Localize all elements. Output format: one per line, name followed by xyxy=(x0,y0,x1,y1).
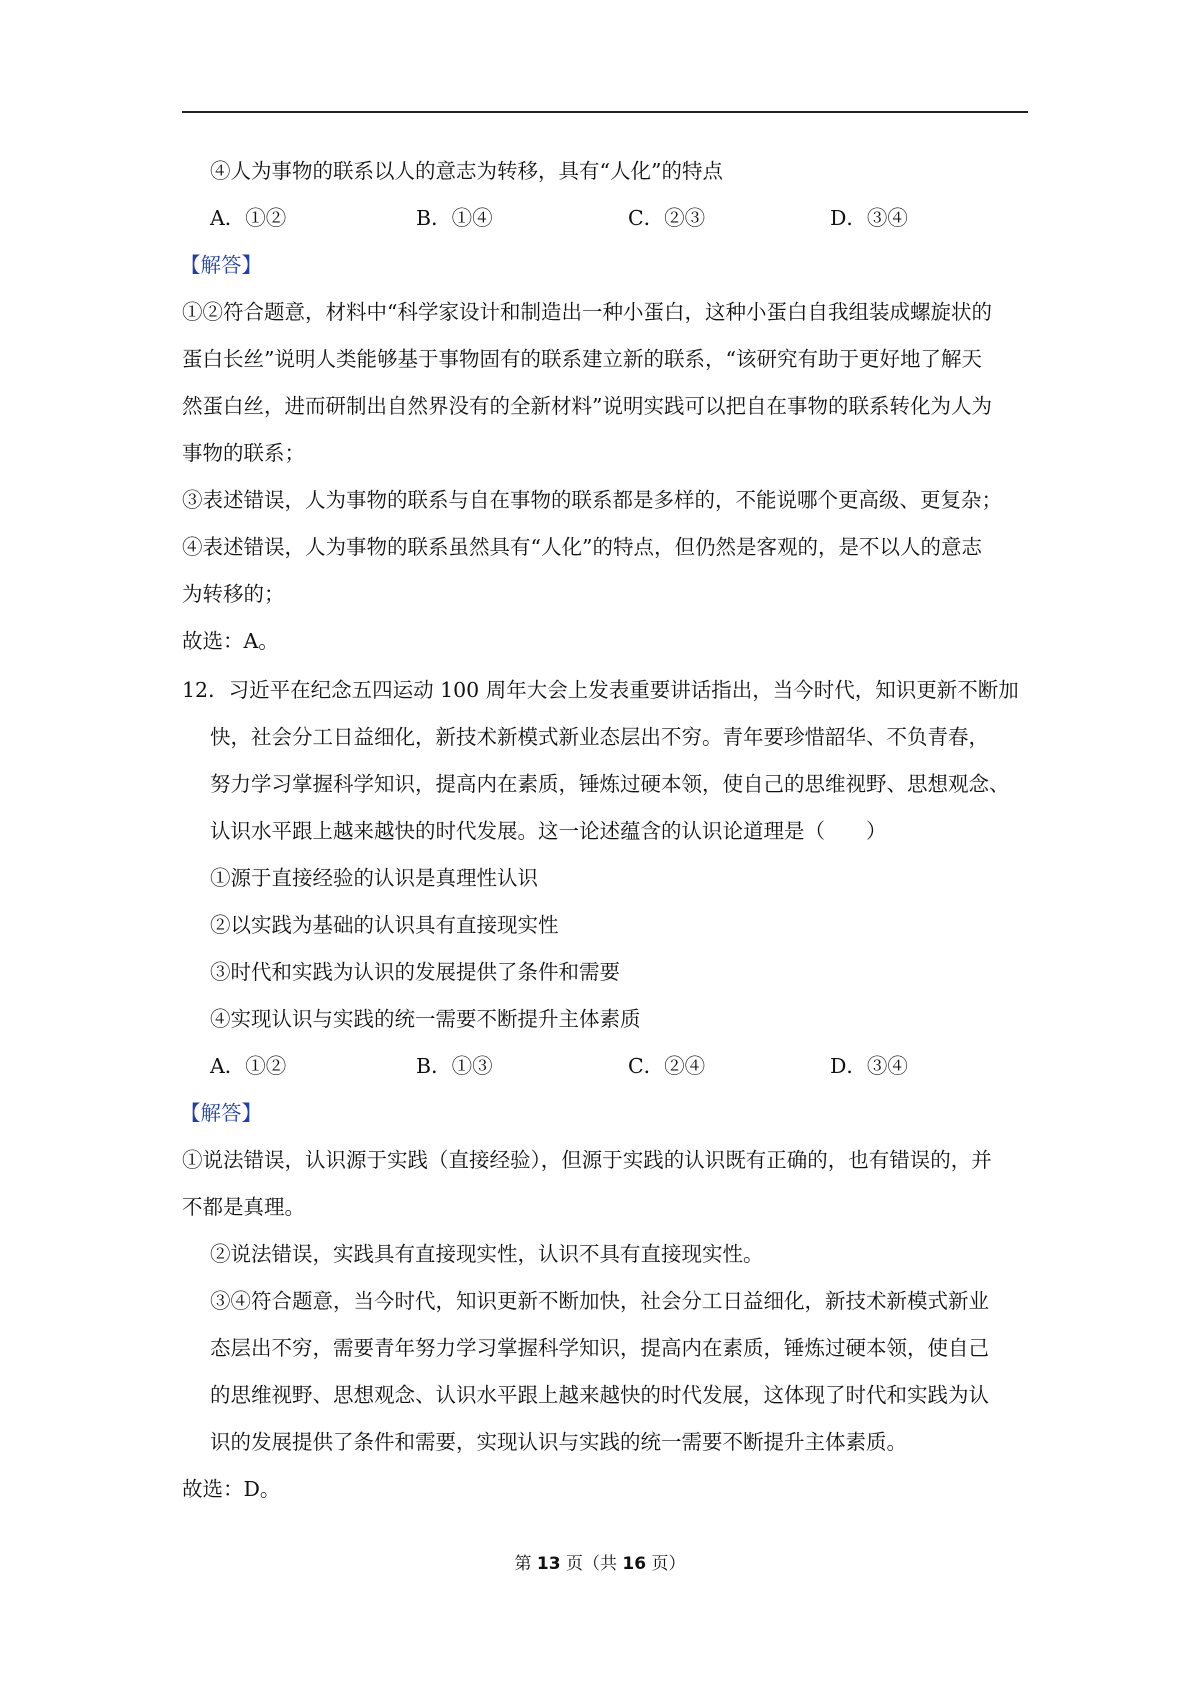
q12-stem-line: 认识水平跟上越来越快的时代发展。这一论述蕴含的认识论道理是（ ） xyxy=(210,819,887,843)
q12-stem-line: 12．习近平在纪念五四运动 100 周年大会上发表重要讲话指出，当今时代，知识更新不断加 xyxy=(182,678,1019,702)
q12-answer-line: 态层出不穷，需要青年努力学习掌握科学知识，提高内在素质，锤炼过硬本领，使自己 xyxy=(210,1336,989,1360)
q12-answer-line: 的思维视野、思想观念、认识水平跟上越来越快的时代发展，这体现了时代和实践为认 xyxy=(210,1383,989,1407)
q11-answer-line: 然蛋白丝，进而研制出自然界没有的全新材料”说明实践可以把自在事物的联系转化为人为 xyxy=(182,394,992,418)
q12-conclusion: 故选：D。 xyxy=(182,1477,281,1501)
q12-option-a: A．①② xyxy=(210,1054,287,1078)
q12-answer-line: ①说法错误，认识源于实践（直接经验），但源于实践的认识既有正确的，也有错误的，并 xyxy=(182,1148,992,1172)
q11-option-b: B．①④ xyxy=(416,206,493,230)
header-rule xyxy=(182,111,1028,113)
footer-suffix: 页） xyxy=(651,1554,686,1574)
q11-option-c: C．②③ xyxy=(628,206,706,230)
q12-statement-4: ④实现认识与实践的统一需要不断提升主体素质 xyxy=(210,1007,641,1031)
q12-statement-3: ③时代和实践为认识的发展提供了条件和需要 xyxy=(210,960,620,984)
q12-statement-2: ②以实践为基础的认识具有直接现实性 xyxy=(210,913,559,937)
q12-stem-line: 努力学习掌握科学知识，提高内在素质，锤炼过硬本领，使自己的思维视野、思想观念、 xyxy=(210,772,1010,796)
q11-answer-tag: 【解答】 xyxy=(180,253,262,277)
page-footer xyxy=(0,1553,1200,1575)
q11-statement-4: ④人为事物的联系以人的意志为转移，具有“人化”的特点 xyxy=(210,159,723,183)
q12-answer-line: 不都是真理。 xyxy=(182,1195,305,1219)
total-pages: 16 xyxy=(622,1554,647,1574)
footer-middle: 页（共 xyxy=(566,1554,617,1574)
q12-answer-tag: 【解答】 xyxy=(180,1101,262,1125)
q12-answer-line: ③④符合题意，当今时代，知识更新不断加快，社会分工日益细化，新技术新模式新业 xyxy=(210,1289,989,1313)
q12-answer-line: ②说法错误，实践具有直接现实性，认识不具有直接现实性。 xyxy=(210,1242,764,1266)
q11-answer-line: ①②符合题意，材料中“科学家设计和制造出一种小蛋白，这种小蛋白自我组装成螺旋状的 xyxy=(182,300,992,324)
q11-option-d: D．③④ xyxy=(830,206,908,230)
q11-option-a: A．①② xyxy=(210,206,287,230)
q12-statement-1: ①源于直接经验的认识是真理性认识 xyxy=(210,866,538,890)
q12-option-c: C．②④ xyxy=(628,1054,706,1078)
q11-answer-line: ③表述错误，人为事物的联系与自在事物的联系都是多样的，不能说哪个更高级、更复杂； xyxy=(182,488,1002,512)
q12-answer-line: 识的发展提供了条件和需要，实现认识与实践的统一需要不断提升主体素质。 xyxy=(210,1430,907,1454)
q12-option-d: D．③④ xyxy=(830,1054,908,1078)
q11-answer-line: ④表述错误，人为事物的联系虽然具有“人化”的特点，但仍然是客观的，是不以人的意志 xyxy=(182,535,982,559)
q12-option-b: B．①③ xyxy=(416,1054,493,1078)
q11-answer-line: 事物的联系； xyxy=(182,441,305,465)
page-number: 13 xyxy=(536,1554,561,1574)
q11-conclusion: 故选：A。 xyxy=(182,629,279,653)
q12-stem-line: 快，社会分工日益细化，新技术新模式新业态层出不穷。青年要珍惜韶华、不负青春， xyxy=(210,725,989,749)
q11-answer-line: 为转移的； xyxy=(182,582,285,606)
q11-answer-line: 蛋白长丝”说明人类能够基于事物固有的联系建立新的联系，“该研究有助于更好地了解天 xyxy=(182,347,982,371)
footer-prefix: 第 xyxy=(514,1554,532,1574)
